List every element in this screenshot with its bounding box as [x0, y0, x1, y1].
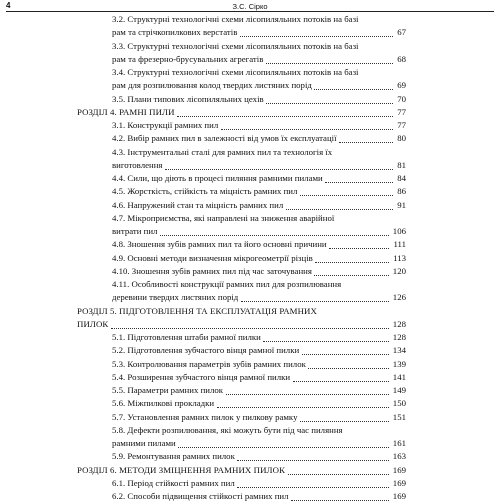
toc-leader-dots: [237, 447, 389, 461]
toc-entry-title: витрати пил: [112, 226, 158, 236]
toc-leader-dots: [240, 23, 393, 37]
toc-page-number: 111: [393, 239, 406, 250]
toc-entry-title: 6.2. Способи підвищення стійкості рамних пил: [112, 491, 289, 501]
toc-page-number: 128: [392, 332, 406, 342]
toc-leader-dots: [237, 474, 389, 488]
toc-entry-title: 6.1. Період стійкості рамних пил: [112, 477, 235, 488]
toc-leader-dots: [315, 249, 389, 263]
toc-leader-dots: [266, 50, 393, 64]
toc-page-number: 84: [397, 173, 406, 183]
toc-entry-title: 3.2. Структурні технологічні схеми лісопиляльних потоків на базі: [112, 14, 359, 24]
toc-leader-dots: [266, 90, 393, 104]
toc-leader-dots: [111, 315, 389, 329]
toc-entry-line: [112, 132, 406, 145]
running-header-author: З.С. Сірко: [232, 2, 268, 11]
toc-entry-title: РОЗДІЛ 4. РАМНІ ПИЛИ: [77, 106, 175, 117]
toc-entry-title: 3.3. Структурні технологічні схеми лісопиляльних потоків на базі: [112, 40, 359, 51]
toc-leader-dots: [339, 129, 393, 143]
toc-page-number: 169: [392, 464, 406, 475]
toc-entry-title: 4.10. Зношення зубів рамних пил під час заточування: [112, 265, 312, 276]
page-number: 4: [6, 1, 11, 10]
toc-entry-title: виготовлення: [112, 159, 163, 170]
toc-entry-title: 4.3. Інструментальні сталі для рамних пил та технологія їх: [112, 146, 333, 157]
toc-leader-dots: [221, 116, 393, 130]
toc-entry-title: 4.9. Основні методи визначення мікрогеометрії різців: [112, 252, 313, 263]
toc-entry-title: 4.4. Сили, що діють в процесі пиляння рамними пилами: [112, 173, 323, 183]
toc-entry-line: [112, 411, 406, 424]
toc-leader-dots: [286, 196, 393, 210]
toc-page-number: 150: [392, 398, 406, 409]
toc-leader-dots: [217, 394, 389, 408]
toc-page-number: 91: [397, 199, 406, 210]
toc-page-number: 141: [392, 371, 406, 382]
toc-leader-dots: [300, 182, 393, 196]
toc-page-number: 77: [397, 120, 406, 130]
toc-leader-dots: [314, 262, 389, 276]
toc-entry-title: 3.4. Структурні технологічні схеми лісопиляльних потоків на базі: [112, 67, 359, 77]
toc-entry-title: 4.7. Мікроприємства, які направлені на зниження аварійної: [112, 212, 335, 223]
toc-entry-title: 5.2. Підготовлення зубчастого вінця рамної пилки: [112, 345, 300, 356]
toc-leader-dots: [325, 169, 393, 183]
toc-leader-dots: [288, 461, 389, 475]
toc-page-number: 139: [392, 358, 406, 369]
toc-leader-dots: [263, 328, 389, 342]
toc-leader-dots: [291, 487, 389, 501]
toc-page-number: 81: [397, 159, 406, 170]
toc-leader-dots: [177, 103, 393, 117]
toc-entry-title: 5.1. Підготовлення штаби рамної пилки: [112, 332, 261, 342]
toc-page-number: 68: [397, 53, 406, 64]
toc-page-number: 69: [397, 80, 406, 91]
toc-page-number: 163: [392, 451, 406, 462]
toc-entry-line: [112, 53, 406, 66]
toc-entry-title: рам для розпилювання колод твердих листяних порід: [112, 80, 312, 91]
toc-entry-title: 4.8. Зношення зубів рамних пил та його основні причини: [112, 239, 327, 250]
toc-entry-title: 5.4. Розширення зубчастого вінця рамної пилки: [112, 371, 291, 382]
toc-leader-dots: [160, 222, 389, 236]
toc-page-number: 113: [393, 252, 406, 263]
toc-page-number: 67: [397, 27, 406, 38]
toc-entry-title: деревини твердих листяних порід: [112, 292, 239, 303]
toc-leader-dots: [329, 235, 389, 249]
toc-entry-title: рам та стрічкопилкових верстатів: [112, 27, 238, 38]
toc-page-number: 70: [397, 93, 406, 104]
toc-page-number: 151: [392, 411, 406, 422]
toc-page-number: 77: [397, 106, 406, 117]
toc-entry-title: 5.5. Параметри рамних пилок: [112, 385, 224, 395]
toc-page-number: 134: [392, 345, 406, 356]
toc-page-number: 120: [392, 265, 406, 276]
toc-entry-line: [112, 26, 406, 39]
toc-entry-title: 5.8. Дефекти розпилювання, які можуть бути під час пиляння: [112, 424, 343, 435]
toc-entry-title: 3.5. Плани типових лісопиляльних цехів: [112, 93, 264, 104]
toc-leader-dots: [165, 156, 393, 170]
toc-entry-line: [112, 291, 406, 304]
toc-leader-dots: [178, 434, 389, 448]
toc-page-number: 161: [392, 438, 406, 448]
toc-page-number: 86: [397, 186, 406, 197]
toc-page-number: 80: [397, 133, 406, 144]
toc-entry-title: рам та фрезерно-брусувальних агрегатів: [112, 53, 264, 64]
toc-entry-title: 4.5. Жорсткість, стійкість та міцність рамних пил: [112, 186, 298, 197]
toc-page-number: 106: [392, 226, 406, 236]
toc-leader-dots: [300, 408, 389, 422]
toc-leader-dots: [226, 381, 389, 395]
toc-entry-title: 5.3. Контролювання параметрів зубів рамних пилок: [112, 358, 306, 369]
toc-entry-title: 4.6. Напружений стан та міцність рамних пил: [112, 199, 284, 210]
toc-page-number: 149: [392, 385, 406, 395]
toc-entry-line: [112, 199, 406, 212]
toc-entry-title: рамними пилами: [112, 438, 176, 448]
toc-entry-title: 5.9. Ремонтування рамних пилок: [112, 451, 235, 462]
toc-entry-title: РОЗДІЛ 6. МЕТОДИ ЗМІЦНЕННЯ РАМНИХ ПИЛОК: [77, 464, 286, 475]
toc-page-number: 126: [392, 292, 406, 303]
toc-page-number: 169: [392, 477, 406, 488]
toc-leader-dots: [308, 355, 389, 369]
toc-entry-title: РОЗДІЛ 5. ПІДГОТОВЛЕННЯ ТА ЕКСПЛУАТАЦІЯ РАМНИХ: [77, 305, 317, 316]
toc-entry-title: 3.1. Конструкції рамних пил: [112, 120, 219, 130]
toc-page-number: 169: [392, 491, 406, 501]
toc-leader-dots: [314, 76, 393, 90]
toc-leader-dots: [293, 368, 389, 382]
toc-entry-title: ПИЛОК: [77, 318, 109, 329]
toc-entry-title: 5.6. Міжпилкові прокладки: [112, 398, 215, 409]
toc-page-number: 128: [392, 318, 406, 329]
toc-leader-dots: [241, 288, 389, 302]
toc-entry-title: 5.7. Установлення рамних пилок у пилкову рамку: [112, 411, 298, 422]
toc-entry-title: 4.2. Вибір рамних пил в залежності від умов їх експлуатації: [112, 133, 337, 144]
toc-entry-line: [112, 265, 406, 278]
toc-leader-dots: [302, 341, 389, 355]
toc-entry-title: 4.11. Особливості конструкції рамних пил для розпилювання: [112, 279, 342, 289]
toc-entry-line: [112, 490, 406, 503]
